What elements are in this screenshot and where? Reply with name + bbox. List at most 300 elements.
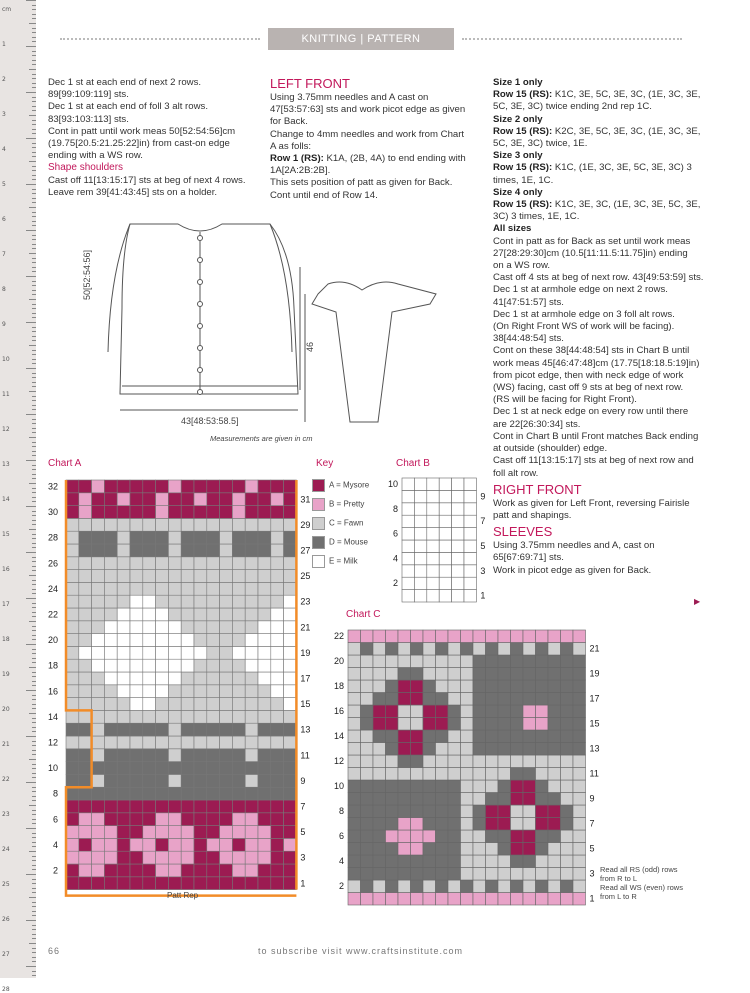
ruler-label: 15 [2,531,10,538]
chart-cell [386,843,399,856]
chart-cell [498,818,511,831]
chart-cell [104,493,117,506]
ruler-tick [32,561,36,562]
chart-cell [168,762,181,775]
ruler-tick [32,166,36,167]
chart-cell [473,755,486,768]
ruler-tick [32,957,36,958]
chart-cell [386,805,399,818]
chart-cell [511,818,524,831]
chart-cell [373,755,386,768]
chart-cell [92,800,105,813]
chart-cell [66,544,79,557]
chart-cell [398,643,411,656]
body-height-label: 50[52:54:56] [82,249,92,300]
chart-cell [130,723,143,736]
chart-cell [436,780,449,793]
chart-cell [436,793,449,806]
chart-cell [220,570,233,583]
chart-cell [561,805,574,818]
chart-cell [448,693,461,706]
chart-cell [464,490,476,502]
chart-cell [130,595,143,608]
chart-cell [181,723,194,736]
chart-cell [473,880,486,893]
chart-cell [104,698,117,711]
chart-cell [284,736,297,749]
chart-cell [168,877,181,890]
chart-cell [66,480,79,493]
chart-cell [427,552,439,564]
chart-cell [232,672,245,685]
chart-cell [66,493,79,506]
chart-cell [536,655,549,668]
chart-cell [486,880,499,893]
chart-cell [427,565,439,577]
chart-cell [573,780,586,793]
chart-cell [232,570,245,583]
chart-cell [373,843,386,856]
button-icon [198,280,203,285]
chart-cell [498,793,511,806]
chart-cell [361,768,374,781]
ruler-tick [26,598,36,599]
chart-cell [66,762,79,775]
chart-cell [402,590,414,602]
chart-cell [271,698,284,711]
chart-cell [423,805,436,818]
chart-cell [181,762,194,775]
row-number-left: 12 [47,737,58,748]
chart-cell [523,718,536,731]
chart-cell [232,787,245,800]
chart-cell [232,749,245,762]
chart-cell [207,800,220,813]
row-number-left: 10 [333,781,344,791]
chart-cell [232,864,245,877]
chart-cell [104,531,117,544]
col1-line: Cast off 11[13:15:17] sts at beg of next 4 rows. [48,174,246,186]
ruler-tick [32,856,36,857]
chart-cell [436,868,449,881]
chart-cell [220,480,233,493]
ruler-tick [32,110,36,111]
row-number-right: 19 [589,668,600,679]
chart-cell [423,680,436,693]
chart-cell [104,851,117,864]
chart-cell [548,655,561,668]
chart-cell [361,780,374,793]
row-number-left: 32 [47,481,58,492]
chart-cell [461,768,474,781]
chart-cell [194,762,207,775]
chart-cell [245,698,258,711]
ruler-tick [32,175,36,176]
chart-cell [181,685,194,698]
size2-heading: Size 2 only [493,113,543,125]
chart-cell [523,743,536,756]
ruler-tick [32,331,36,332]
chart-cell [386,880,399,893]
chart-cell [245,838,258,851]
ruler-label: 12 [2,426,10,433]
ruler-tick [29,851,36,852]
ruler-tick [32,304,36,305]
chart-cell [523,868,536,881]
chart-cell [258,557,271,570]
chart-cell [117,582,130,595]
chart-cell [414,528,426,540]
col2-line: This sets position of patt as given for Back. [270,177,453,189]
chart-cell [498,743,511,756]
col2-line: 1A[2A:2B:2B]. [270,165,331,177]
chart-cell [271,800,284,813]
chart-cell [220,582,233,595]
col3-line: are 22[26:30:34] sts. [493,418,581,430]
chart-cell [220,826,233,839]
chart-cell [411,743,424,756]
ruler-tick [32,635,36,636]
chart-cell [361,893,374,906]
chart-cell [181,506,194,519]
chart-cell [156,723,169,736]
chart-cell [361,755,374,768]
chart-cell [464,540,476,552]
chart-cell [373,780,386,793]
chart-cell [79,877,92,890]
chart-cell [486,668,499,681]
chart-cell [104,672,117,685]
chart-cell [361,655,374,668]
chart-cell [398,868,411,881]
chart-cell [92,723,105,736]
col3-line: Dec 1 st at armhole edge on 3 foll alt rows. [493,308,675,320]
chart-cell [66,621,79,634]
chart-cell [473,655,486,668]
row-number-left: 12 [333,756,344,766]
chart-cell [271,851,284,864]
chart-cell [398,843,411,856]
chart-cell [130,787,143,800]
ruler-label: 19 [2,671,10,678]
chart-cell [181,774,194,787]
row-number-right: 7 [589,818,595,829]
chart-cell [232,826,245,839]
chart-cell [79,659,92,672]
chart-cell [498,868,511,881]
chart-cell [448,655,461,668]
chart-b-title: Chart B [396,458,430,469]
chart-cell [498,693,511,706]
chart-cell [232,518,245,531]
chart-cell [348,805,361,818]
chart-cell [436,643,449,656]
chart-cell [168,774,181,787]
chart-cell [561,630,574,643]
row-number-right: 9 [480,491,486,502]
chart-cell [348,705,361,718]
row-number-left: 8 [338,806,344,816]
chart-cell [348,668,361,681]
chart-cell [561,680,574,693]
chart-cell [386,693,399,706]
chart-cell [117,570,130,583]
row-number-left: 22 [333,631,344,641]
chart-cell [473,793,486,806]
chart-cell [561,693,574,706]
chart-cell [66,659,79,672]
chart-cell [232,582,245,595]
chart-cell [386,730,399,743]
ruler-label: 2 [2,76,6,83]
chart-cell [271,506,284,519]
chart-cell [411,855,424,868]
chart-cell [232,685,245,698]
chart-cell [461,818,474,831]
key-item [312,517,363,530]
chart-cell [423,705,436,718]
ruler-tick [32,354,36,355]
key-label: C = Fawn [329,518,364,528]
chart-cell [143,646,156,659]
col2-line: Change to 4mm needles and work from Chart [270,128,465,140]
ruler-tick [32,143,36,144]
chart-cell [523,780,536,793]
chart-cell [439,590,451,602]
key-item [312,479,369,492]
ruler-tick [26,920,36,921]
chart-cell [439,503,451,515]
row-number-left: 26 [47,558,58,569]
chart-cell [117,493,130,506]
chart-cell [448,868,461,881]
ruler-tick [26,736,36,737]
chart-cell [194,480,207,493]
chart-cell [271,672,284,685]
ruler-tick [32,267,36,268]
chart-cell [143,826,156,839]
chart-cell [423,755,436,768]
chart-cell [511,768,524,781]
ruler-tick [32,262,36,263]
chart-cell [573,680,586,693]
chart-cell [232,838,245,851]
chart-cell [117,518,130,531]
ruler-tick [26,184,36,185]
chart-cell [79,762,92,775]
ruler-tick [32,400,36,401]
chart-cell [573,643,586,656]
chart-cell [536,630,549,643]
chart-cell [258,480,271,493]
chart-cell [156,506,169,519]
chart-cell [258,838,271,851]
ruler-label: 18 [2,636,10,643]
chart-cell [284,659,297,672]
chart-cell [220,518,233,531]
chart-cell [104,877,117,890]
chart-cell [104,518,117,531]
chart-cell [548,705,561,718]
chart-cell [104,659,117,672]
chart-cell [486,893,499,906]
chart-cell [92,608,105,621]
chart-cell [448,768,461,781]
chart-cell [573,693,586,706]
chart-cell [461,693,474,706]
ruler-tick [32,14,36,15]
ruler-tick [32,373,36,374]
chart-cell [486,830,499,843]
chart-cell [361,693,374,706]
chart-cell [498,780,511,793]
chart-cell [523,768,536,781]
chart-cell [398,693,411,706]
ruler-tick [32,363,36,364]
ruler-label: 22 [2,776,10,783]
chart-cell [548,693,561,706]
chart-cell [411,893,424,906]
ruler-tick [29,667,36,668]
chart-cell [486,630,499,643]
chart-cell [436,843,449,856]
chart-cell [523,805,536,818]
chart-cell [473,730,486,743]
col2-line: 47[53:57:63] sts and work picot edge as given [270,104,466,116]
chart-cell [461,830,474,843]
chart-cell [117,710,130,723]
ruler-tick [32,327,36,328]
ruler-tick [32,612,36,613]
ruler-tick [32,432,36,433]
size1-row-bold: Row 15 (RS): [493,89,553,101]
chart-cell [361,743,374,756]
chart-cell [117,506,130,519]
ruler-tick [32,524,36,525]
chart-cell [66,595,79,608]
chart-cell [143,570,156,583]
chart-cell [536,805,549,818]
chart-cell [143,864,156,877]
chart-cell [439,577,451,589]
size2-row-text2: 5C, 3E, 3C) twice, 1E. [493,138,588,150]
chart-cell [436,718,449,731]
chart-cell [207,838,220,851]
chart-cell [436,818,449,831]
chart-cell [245,634,258,647]
chart-cell [536,668,549,681]
ruler-tick [32,520,36,521]
ruler-tick [32,101,36,102]
col3-line: (On Right Front WS of work will be facing). [493,321,675,333]
chart-cell [181,659,194,672]
chart-cell [427,540,439,552]
chart-cell [143,762,156,775]
chart-cell [411,780,424,793]
chart-cell [373,668,386,681]
chart-cell [207,851,220,864]
chart-cell [523,793,536,806]
chart-cell [573,755,586,768]
chart-cell [143,493,156,506]
chart-cell [181,672,194,685]
chart-cell [66,582,79,595]
chart-cell [411,843,424,856]
chart-cell [79,787,92,800]
chart-cell [461,793,474,806]
chart-cell [402,540,414,552]
ruler-tick [32,64,36,65]
row-number-right: 1 [589,893,595,904]
chart-cell [258,493,271,506]
ruler-label: cm [2,6,12,13]
chart-cell [156,736,169,749]
col3-line: Cast off 4 sts at beg of next row. 43[49:53:59] sts. [493,272,704,284]
chart-cell [573,668,586,681]
ruler-label: 9 [2,321,6,328]
chart-cell [66,826,79,839]
chart-cell [220,621,233,634]
chart-cell [130,672,143,685]
chart-cell [79,634,92,647]
ruler-tick [26,828,36,829]
chart-cell [473,743,486,756]
chart-cell [143,672,156,685]
chart-cell [92,595,105,608]
chart-cell [486,768,499,781]
chart-cell [232,698,245,711]
chart-cell [181,787,194,800]
chart-cell [461,880,474,893]
chart-cell [66,851,79,864]
row-number-right: 15 [589,718,600,729]
chart-cell [156,851,169,864]
chart-cell [168,826,181,839]
chart-cell [361,718,374,731]
ruler-tick [29,115,36,116]
chart-cell [156,774,169,787]
chart-cell [168,710,181,723]
chart-cell [423,718,436,731]
ruler-tick [32,796,36,797]
chart-cell [373,630,386,643]
ruler-label: 28 [2,986,10,993]
row-number-left: 4 [392,553,398,564]
chart-cell [373,818,386,831]
chart-cell [117,544,130,557]
chart-cell [461,655,474,668]
chart-cell [548,830,561,843]
row-number-left: 16 [47,686,58,697]
chart-cell [232,877,245,890]
chart-cell [284,557,297,570]
chart-cell [348,643,361,656]
row-number-left: 10 [387,479,398,489]
chart-cell [423,830,436,843]
chart-cell [156,749,169,762]
chart-cell [117,877,130,890]
button-icon [198,346,203,351]
chart-cell [373,793,386,806]
chart-cell [411,793,424,806]
ruler-tick [32,55,36,56]
chart-cell [168,570,181,583]
col1-line: Cont in patt until work meas 50[52:54:56]cm [48,125,236,137]
sleeve-shape [312,282,436,422]
chart-cell [448,830,461,843]
chart-cell [117,762,130,775]
ruler-tick [32,515,36,516]
